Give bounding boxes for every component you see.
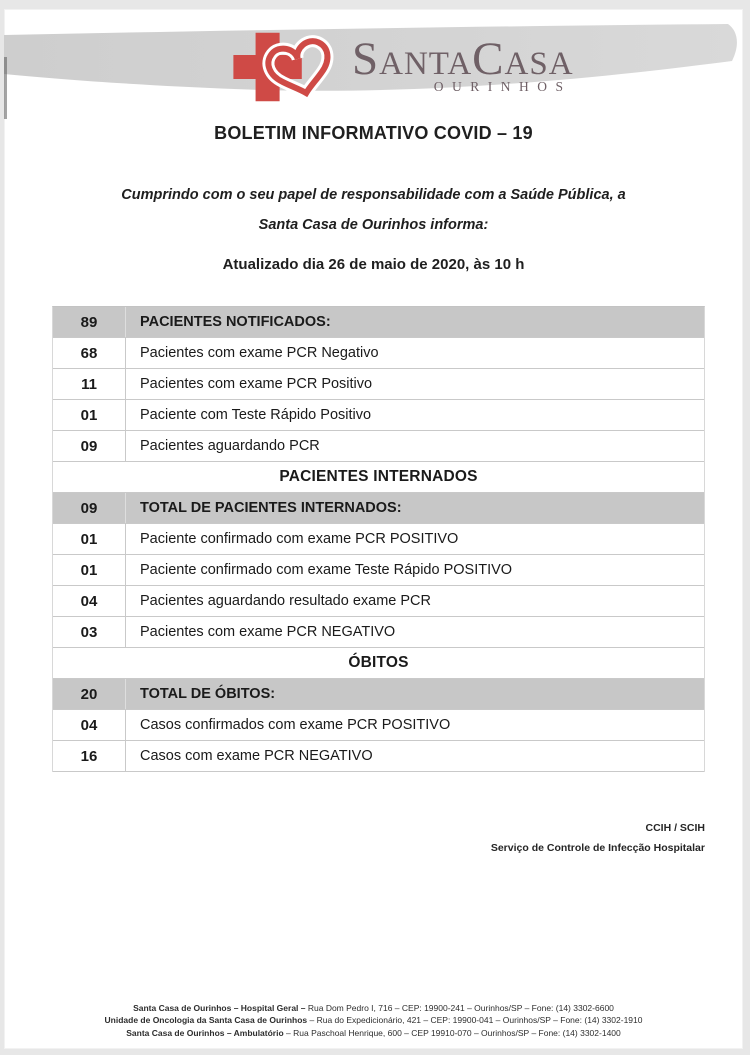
row-value: 01 <box>53 524 126 554</box>
row-label: TOTAL DE PACIENTES INTERNADOS: <box>140 500 402 516</box>
footer-line-oncologia <box>4 1014 743 1026</box>
section-header-internados: PACIENTES INTERNADOS <box>53 462 704 493</box>
row-label: Pacientes com exame PCR NEGATIVO <box>140 624 396 640</box>
bulletin-page <box>4 9 743 1049</box>
table-row <box>53 741 704 772</box>
row-label: Pacientes com exame PCR Negativo <box>140 345 379 361</box>
table-row <box>53 710 704 741</box>
cross-heart-icon <box>226 27 348 107</box>
table-row <box>53 586 704 617</box>
updated-date: Atualizado dia 26 de maio de 2020, às 10 h <box>222 256 525 273</box>
row-value: 11 <box>53 369 126 399</box>
table-row <box>53 369 704 400</box>
footer-address: Rua Dom Pedro I, 716 – CEP: 19900-241 – Ourinhos/SP – Fone: (14) 3302-6600 <box>305 1003 614 1014</box>
intro-line-1: Cumprindo com o seu papel de responsabilidade com a Saúde Pública, a <box>121 187 626 203</box>
credits-service: Serviço de Controle de Infecção Hospitalar <box>490 842 705 854</box>
table-row <box>53 524 704 555</box>
row-value: 04 <box>53 586 126 616</box>
logo-brand-name: SantaCasa <box>352 33 574 85</box>
table-row <box>53 338 704 369</box>
row-value: 01 <box>53 555 126 585</box>
row-value: 68 <box>53 338 126 368</box>
footer-line-ambulatorio <box>4 1027 743 1039</box>
table-row <box>53 555 704 586</box>
table-row <box>53 617 704 648</box>
section-header-obitos: ÓBITOS <box>53 648 704 679</box>
page-title: BOLETIM INFORMATIVO COVID – 19 <box>214 123 533 143</box>
scan-artifact <box>4 57 7 119</box>
logo-wordmark <box>352 33 574 95</box>
footer-address: – Rua do Expedicionário, 421 – CEP: 19900-041 – Ourinhos/SP – Fone: (14) 3302-1910 <box>307 1015 643 1026</box>
footer-institution-name: Santa Casa de Ourinhos – Hospital Geral – <box>133 1003 306 1014</box>
intro-line-2: Santa Casa de Ourinhos informa: <box>258 217 489 233</box>
row-value: 20 <box>53 679 126 709</box>
row-value: 01 <box>53 400 126 430</box>
table-row <box>53 431 704 462</box>
row-label: Casos com exame PCR NEGATIVO <box>140 748 373 764</box>
row-value: 89 <box>53 307 126 337</box>
row-value: 03 <box>53 617 126 647</box>
row-label: TOTAL DE ÓBITOS: <box>140 686 276 702</box>
row-label: Pacientes com exame PCR Positivo <box>140 376 373 392</box>
footer-line-hospital-geral <box>4 1002 743 1014</box>
santa-casa-logo <box>226 27 574 107</box>
row-value: 09 <box>53 431 126 461</box>
row-value: 16 <box>53 741 126 771</box>
footer-institution-name: Unidade de Oncologia da Santa Casa de Ourinhos <box>104 1015 308 1026</box>
row-label: Casos confirmados com exame PCR POSITIVO <box>140 717 451 733</box>
row-label: Paciente com Teste Rápido Positivo <box>140 407 372 423</box>
covid-stats-table <box>52 306 705 772</box>
row-label: PACIENTES NOTIFICADOS: <box>140 314 331 330</box>
table-row-notified-total <box>53 307 704 338</box>
footer-addresses <box>4 1002 743 1039</box>
row-label: Pacientes aguardando PCR <box>140 438 320 454</box>
credits-block <box>52 818 705 858</box>
row-label: Pacientes aguardando resultado exame PCR <box>140 593 431 609</box>
row-value: 04 <box>53 710 126 740</box>
table-row <box>53 400 704 431</box>
footer-institution-name: Santa Casa de Ourinhos – Ambulatório <box>126 1027 284 1038</box>
footer-address: – Rua Paschoal Henrique, 600 – CEP 19910-070 – Ourinhos/SP – Fone: (14) 3302-1400 <box>283 1027 621 1038</box>
table-row-obitos-total <box>53 679 704 710</box>
row-label: Paciente confirmado com exame PCR POSITIVO <box>140 531 459 547</box>
row-label: Paciente confirmado com exame Teste Rápido POSITIVO <box>140 562 513 578</box>
credits-department: CCIH / SCIH <box>645 822 705 834</box>
intro-paragraph <box>4 180 743 240</box>
row-value: 09 <box>53 493 126 523</box>
logo-city-name: OURINHOS <box>433 79 572 94</box>
table-row-internados-total <box>53 493 704 524</box>
